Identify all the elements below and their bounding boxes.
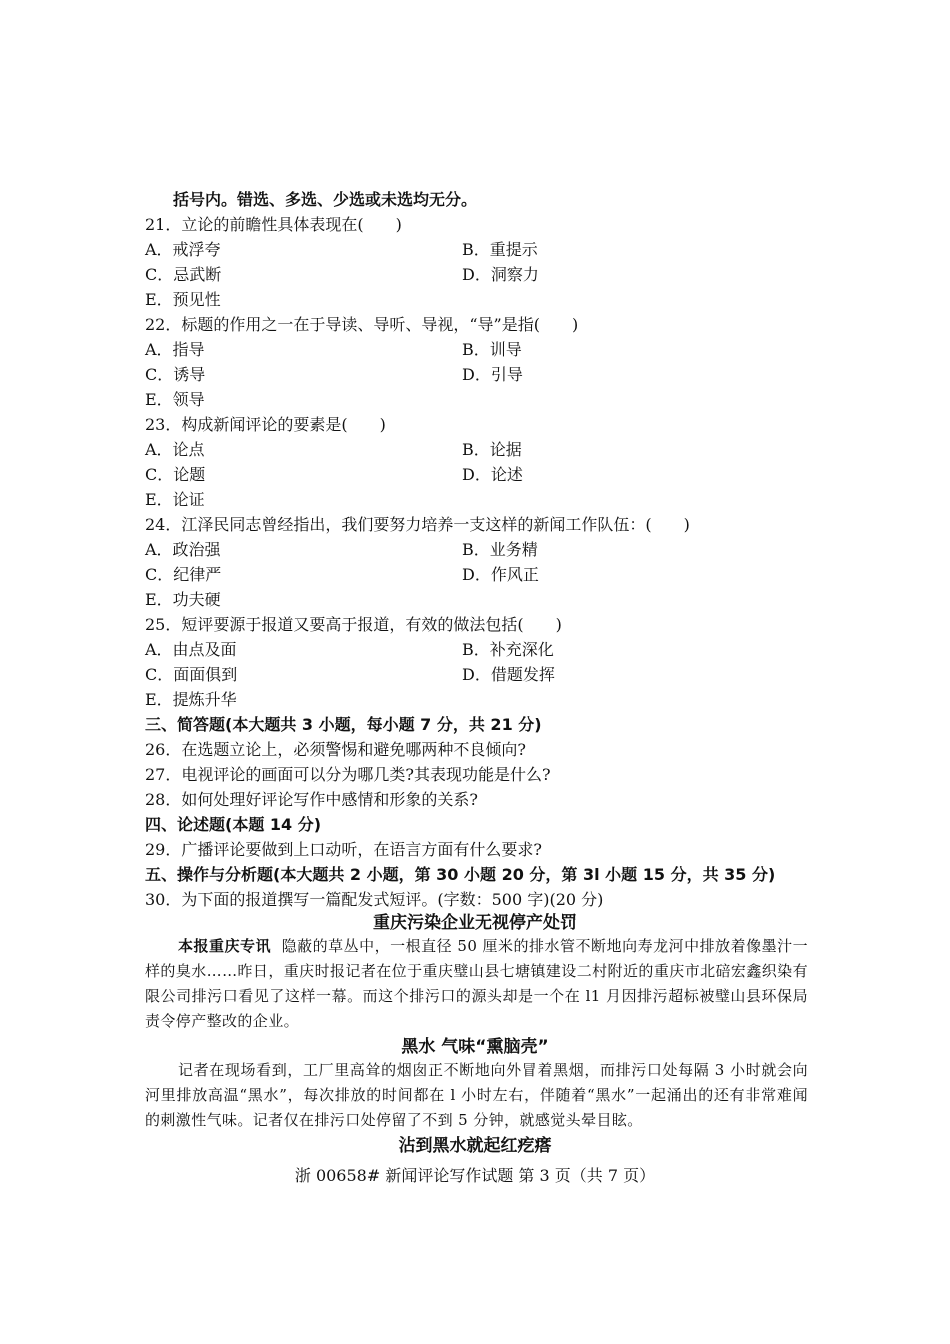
q21-option-e: E．预见性 — [145, 290, 221, 309]
section-4-heading: 四、论述题(本题 14 分) — [145, 815, 322, 834]
q25-option-e: E．提炼升华 — [145, 690, 237, 709]
page-footer: 浙 00658# 新闻评论写作试题 第 3 页（共 7 页） — [294, 1166, 656, 1185]
q21-option-c: C．忌武断 — [145, 265, 222, 284]
q25-option-a: A．由点及面 — [145, 640, 237, 659]
q24-option-d: D．作风正 — [462, 565, 539, 584]
article-lead-label: 本报重庆专讯 — [178, 937, 272, 955]
q24-option-b: B．业务精 — [462, 540, 538, 559]
question-25: 25．短评要源于报道又要高于报道，有效的做法包括( ) — [145, 615, 562, 634]
q22-option-b: B．训导 — [462, 340, 522, 359]
q23-option-a: A．论点 — [145, 440, 205, 459]
q22-option-e: E．领导 — [145, 390, 205, 409]
question-29: 29．广播评论要做到上口动听，在语言方面有什么要求? — [145, 840, 542, 859]
question-21: 21．立论的前瞻性具体表现在( ) — [145, 215, 402, 234]
q23-option-b: B．论据 — [462, 440, 522, 459]
q22-option-c: C．诱导 — [145, 365, 206, 384]
q23-option-d: D．论述 — [462, 465, 523, 484]
article-title: 重庆污染企业无视停产处罚 — [373, 913, 577, 933]
q24-option-e: E．功夫硬 — [145, 590, 221, 609]
q21-option-a: A．戒浮夸 — [145, 240, 221, 259]
q21-option-b: B．重提示 — [462, 240, 538, 259]
q25-option-d: D．借题发挥 — [462, 665, 555, 684]
instruction-continuation: 括号内。错选、多选、少选或未选均无分。 — [173, 190, 478, 209]
article-lead-paragraph — [145, 934, 808, 1034]
article-subheading-2: 沾到黑水就起红疙瘩 — [398, 1136, 552, 1156]
question-22: 22．标题的作用之一在于导读、导听、导视，“导”是指( ) — [145, 315, 579, 334]
q23-option-c: C．论题 — [145, 465, 206, 484]
article-paragraph-2: 记者在现场看到，工厂里高耸的烟囱正不断地向外冒着黑烟，而排污口处每隔 3 小时就会向河里排放高温“黑水”，每次排放的时间都在 l 小时左右，伴随着“黑水”一起涌出的还有非常难闻的刺激性气味。记者仅在排污口处停留了不到 5 分钟，就感觉头晕目眩。 — [145, 1061, 808, 1129]
section-5-heading: 五、操作与分析题(本大题共 2 小题，第 30 小题 20 分，第 3l 小题 15 分，共 35 分) — [145, 865, 776, 884]
question-27: 27．电视评论的画面可以分为哪几类?其表现功能是什么? — [145, 765, 551, 784]
section-3-heading: 三、简答题(本大题共 3 小题，每小题 7 分，共 21 分) — [145, 715, 542, 734]
q22-option-d: D．引导 — [462, 365, 523, 384]
q25-option-c: C．面面俱到 — [145, 665, 238, 684]
question-23: 23．构成新闻评论的要素是( ) — [145, 415, 386, 434]
article-lead-text: 隐蔽的草丛中，一根直径 50 厘米的排水管不断地向寿龙河中排放着像墨汁一样的臭水……昨日，重庆时报记者在位于重庆璧山县七塘镇建设二村附近的重庆市北碚宏鑫织染有限公司排污口看见了这样一幕。而这个排污口的源头却是一个在 l1 月因排污超标被璧山县环保局责令停产整改的企业。 — [145, 937, 808, 1030]
q24-option-c: C．纪律严 — [145, 565, 222, 584]
question-24: 24．江泽民同志曾经指出，我们要努力培养一支这样的新闻工作队伍：( ) — [145, 515, 690, 534]
q24-option-a: A．政治强 — [145, 540, 221, 559]
q23-option-e: E．论证 — [145, 490, 205, 509]
question-26: 26．在选题立论上，必须警惕和避免哪两种不良倾向? — [145, 740, 526, 759]
q21-option-d: D．洞察力 — [462, 265, 539, 284]
question-30: 30．为下面的报道撰写一篇配发式短评。(字数：500 字)(20 分) — [145, 890, 604, 909]
q22-option-a: A．指导 — [145, 340, 205, 359]
q25-option-b: B．补充深化 — [462, 640, 554, 659]
question-28: 28．如何处理好评论写作中感情和形象的关系? — [145, 790, 478, 809]
article-subheading-1: 黑水 气味“熏脑壳” — [401, 1037, 549, 1057]
